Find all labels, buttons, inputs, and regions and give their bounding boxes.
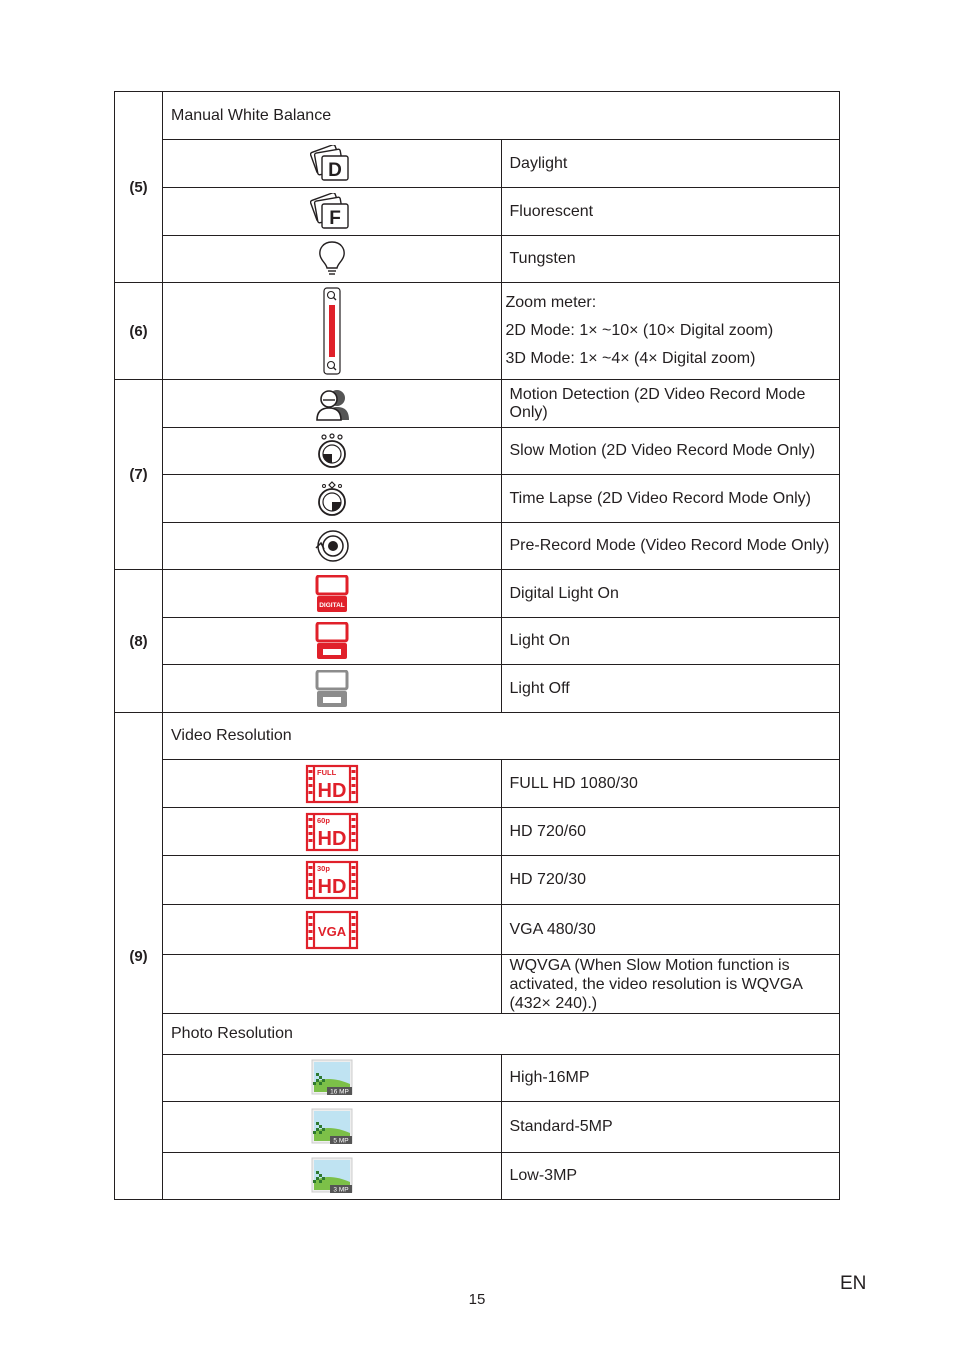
wb-tungsten-icon — [163, 236, 502, 283]
vga-icon-main: VGA — [317, 923, 346, 939]
page-number: 15 — [468, 1291, 486, 1308]
language-tag: EN — [840, 1273, 867, 1294]
full-hd-icon — [163, 760, 502, 808]
hd-720-60-label: HD 720/60 — [501, 808, 840, 856]
pre-record-icon — [163, 523, 502, 570]
wb-tungsten-label: Tungsten — [501, 236, 840, 283]
zoom-meter-description — [501, 283, 840, 380]
svg-text:F: F — [328, 207, 341, 229]
photo-16mp-icon-text: 16 MP — [329, 1088, 349, 1096]
photo-3mp-icon-text: 3 MP — [333, 1186, 349, 1194]
slow-motion-icon — [163, 428, 502, 475]
photo-standard-5mp-label: Standard-5MP — [501, 1102, 840, 1153]
section-number-8: (8) — [115, 570, 163, 713]
hd-60p-icon-top: 60p — [316, 815, 330, 825]
section-number-7: (7) — [115, 380, 163, 570]
light-on-label: Light On — [501, 618, 840, 665]
pre-record-label: Pre-Record Mode (Video Record Mode Only) — [501, 523, 840, 570]
digital-light-icon-text: DIGITAL — [318, 601, 345, 609]
zoom-meter-line-2: 2D Mode: 1× ~10× (10× Digital zoom) — [505, 322, 774, 339]
zoom-meter-line-1: Zoom meter: — [505, 294, 597, 311]
photo-3mp-icon — [163, 1153, 502, 1200]
hd-60p-icon — [163, 808, 502, 856]
wqvga-icon-empty — [163, 955, 502, 1014]
motion-detection-label: Motion Detection (2D Video Record Mode Only) — [501, 380, 840, 428]
wqvga-label: WQVGA (When Slow Motion function is activated, the video resolution is WQVGA (432× 240).) — [501, 955, 840, 1014]
hd-720-30-label: HD 720/30 — [501, 856, 840, 905]
section-number-5: (5) — [115, 92, 163, 283]
section-number-9: (9) — [115, 713, 163, 1200]
photo-5mp-icon-text: 5 MP — [333, 1137, 349, 1145]
slow-motion-label: Slow Motion (2D Video Record Mode Only) — [501, 428, 840, 475]
wb-daylight-icon — [163, 140, 502, 188]
photo-5mp-icon — [163, 1102, 502, 1153]
zoom-meter-icon — [163, 283, 502, 380]
wb-fluorescent-label: Fluorescent — [501, 188, 840, 236]
full-hd-label: FULL HD 1080/30 — [501, 760, 840, 808]
time-lapse-label: Time Lapse (2D Video Record Mode Only) — [501, 475, 840, 523]
motion-detection-icon — [163, 380, 502, 428]
vga-label: VGA 480/30 — [501, 905, 840, 955]
settings-icon-table — [114, 91, 840, 1200]
light-off-label: Light Off — [501, 665, 840, 713]
wb-daylight-label: Daylight — [501, 140, 840, 188]
section-number-6: (6) — [115, 283, 163, 380]
hd-30p-icon — [163, 856, 502, 905]
full-hd-icon-main: HD — [317, 779, 347, 802]
hd-30p-icon-main: HD — [317, 876, 347, 898]
time-lapse-icon — [163, 475, 502, 523]
svg-text:D: D — [327, 159, 342, 181]
hd-30p-icon-top: 30p — [316, 864, 330, 873]
photo-high-16mp-label: High-16MP — [501, 1055, 840, 1102]
digital-light-icon — [163, 570, 502, 618]
photo-16mp-icon — [163, 1055, 502, 1102]
hd-60p-icon-main: HD — [317, 827, 347, 850]
full-hd-icon-top: FULL — [316, 767, 336, 777]
digital-light-on-label: Digital Light On — [501, 570, 840, 618]
photo-resolution-heading: Photo Resolution — [163, 1014, 840, 1055]
vga-icon — [163, 905, 502, 955]
zoom-meter-line-3: 3D Mode: 1× ~4× (4× Digital zoom) — [505, 350, 756, 367]
manual-white-balance-heading: Manual White Balance — [163, 92, 840, 140]
light-off-icon — [163, 665, 502, 713]
wb-fluorescent-icon — [163, 188, 502, 236]
video-resolution-heading: Video Resolution — [163, 713, 840, 760]
light-on-icon — [163, 618, 502, 665]
photo-low-3mp-label: Low-3MP — [501, 1153, 840, 1200]
